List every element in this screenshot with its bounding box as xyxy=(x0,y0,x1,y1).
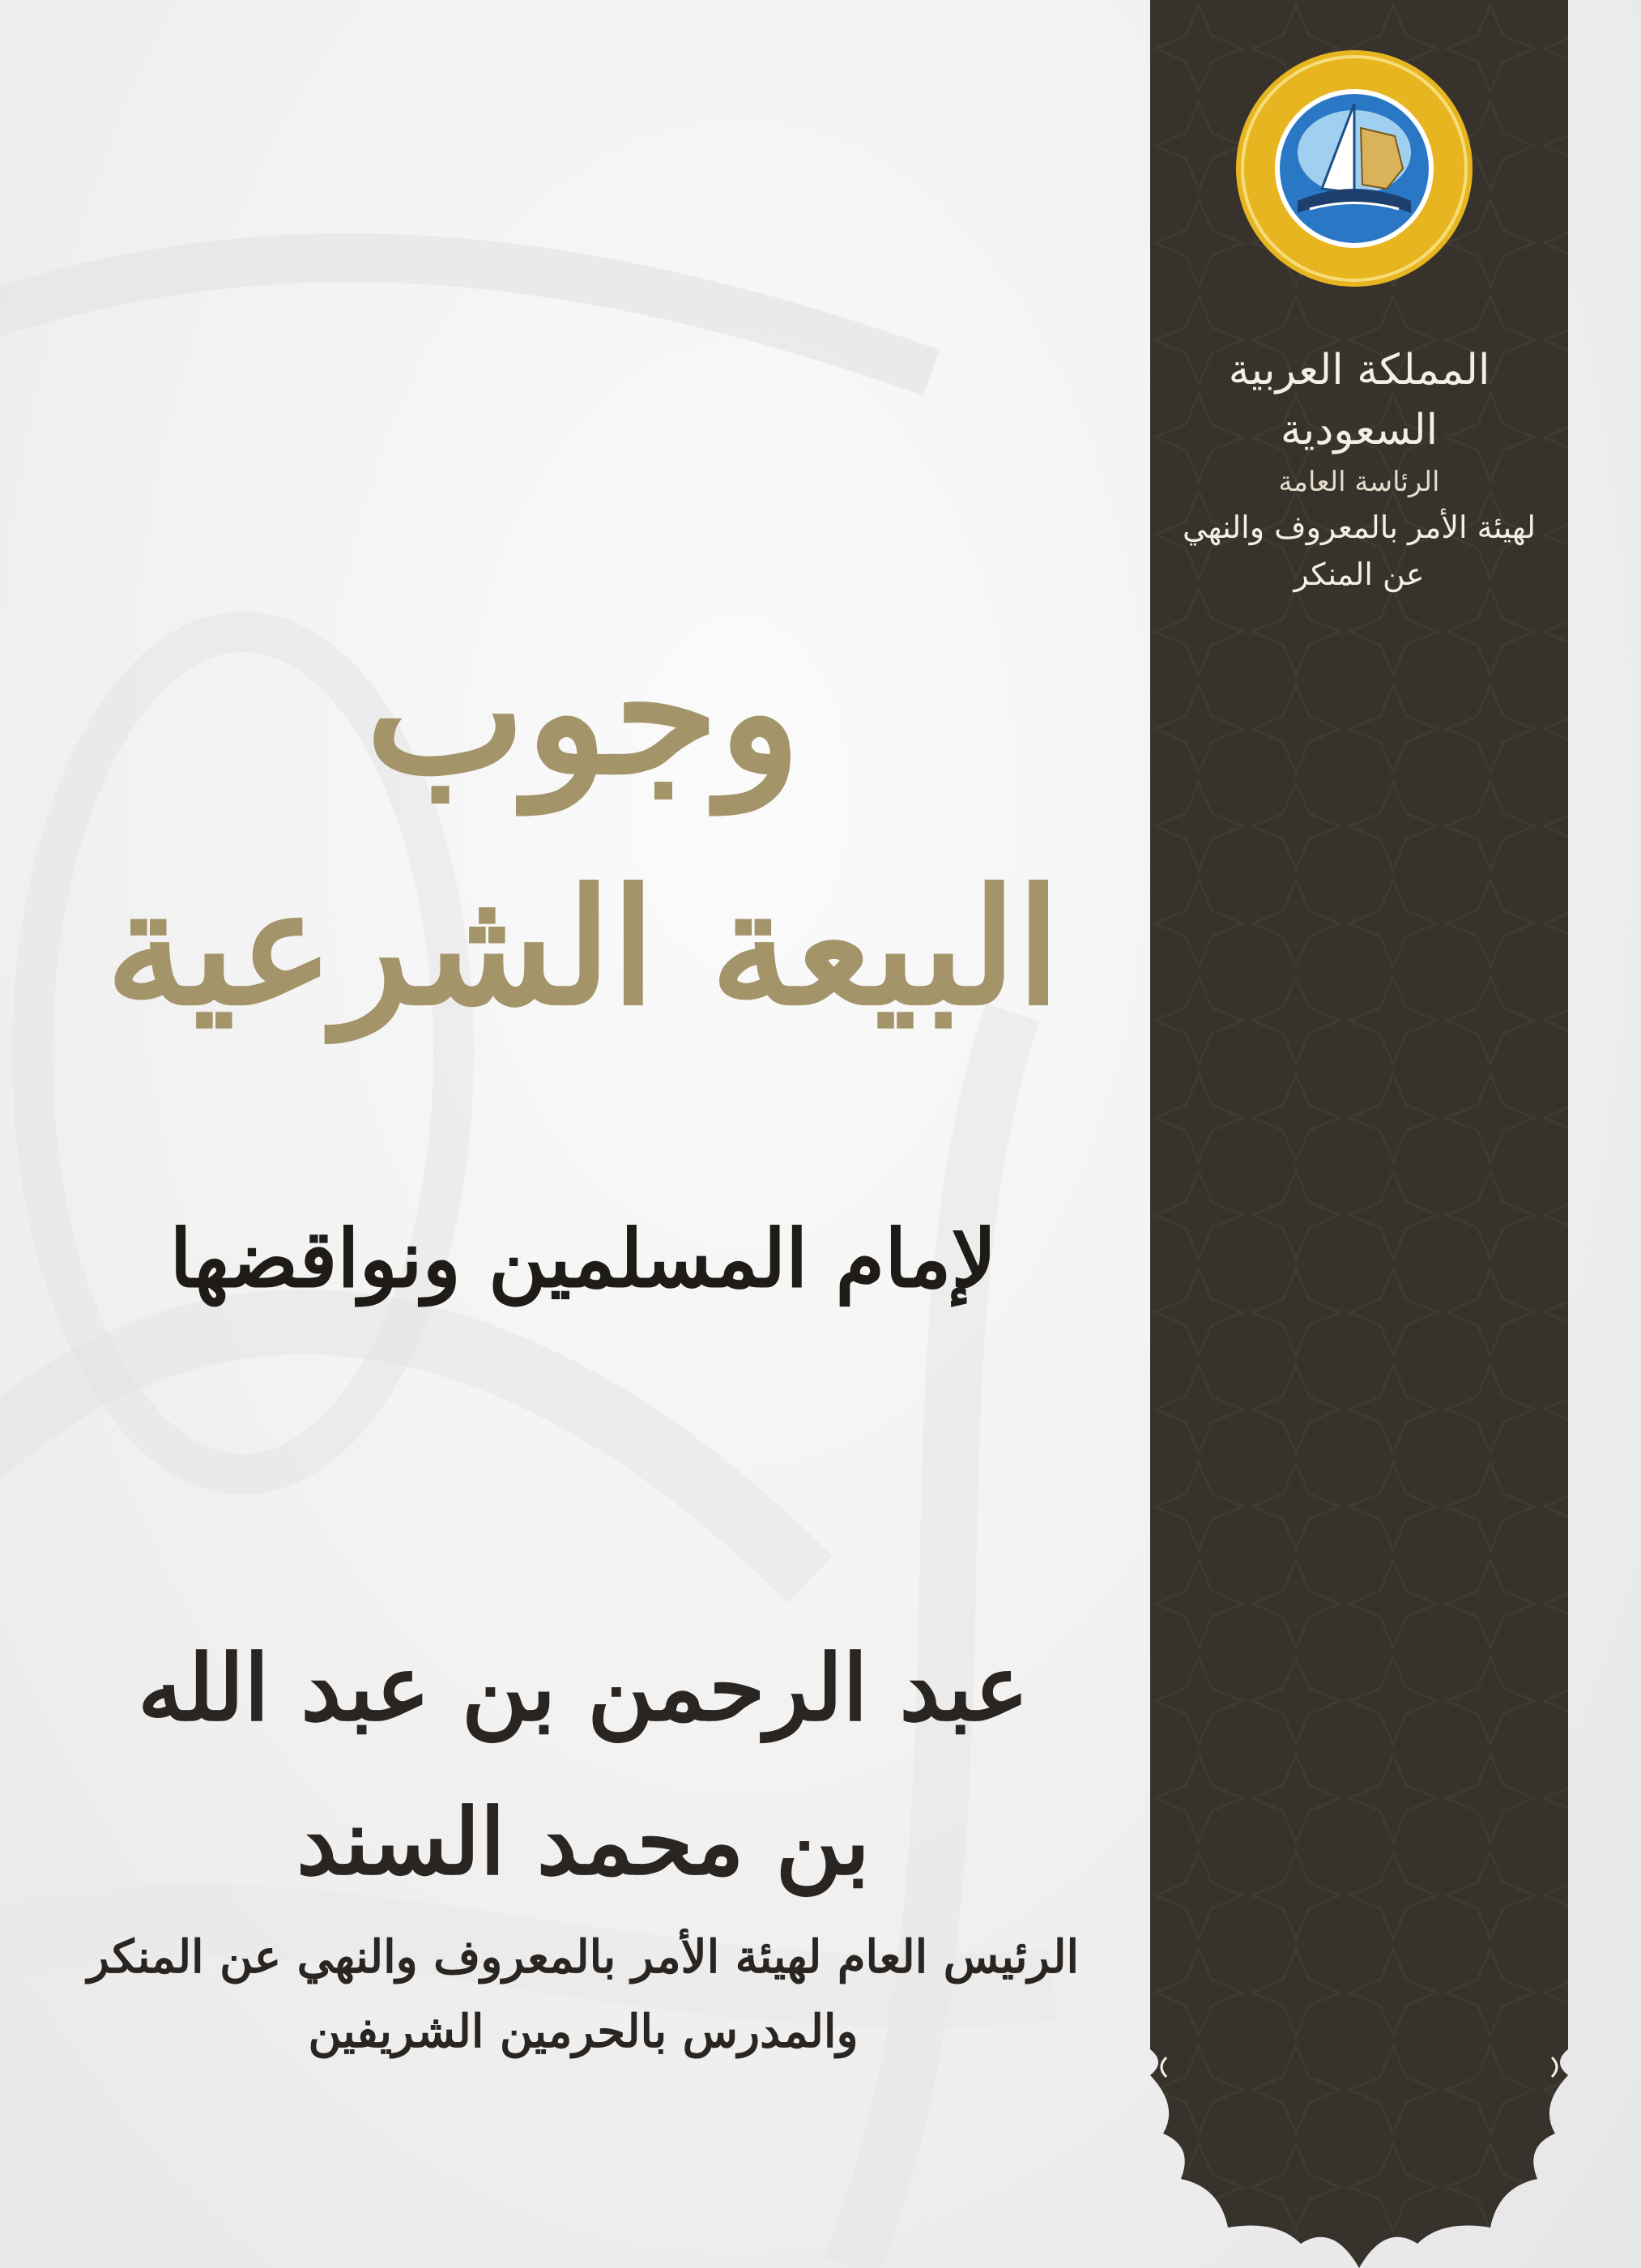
organization-commission: لهيئة الأمر بالمعروف والنهي عن المنكر xyxy=(1182,509,1537,592)
author-name: عبد الرحمن بن عبد الله بن محمد السند xyxy=(138,1635,1029,1895)
book-title xyxy=(97,599,1069,1069)
title-line-2: البيعة الشرعية xyxy=(105,855,1061,1041)
title-line-1: وجوب xyxy=(365,612,801,812)
organization-block xyxy=(1166,340,1552,598)
book-subtitle: لإمام المسلمين ونواقضها xyxy=(169,1213,997,1306)
commission-emblem-icon xyxy=(1233,47,1476,290)
organization-presidency: الرئاسة العامة xyxy=(1278,466,1440,498)
author-role-line-1: الرئيس العام لهيئة الأمر بالمعروف والنهي عن المنكر xyxy=(87,1930,1080,1984)
author-block xyxy=(81,1612,1085,2069)
organization-country: المملكة العربية السعودية xyxy=(1228,346,1490,454)
author-role-line-2: والمدرس بالحرمين الشريفين xyxy=(308,2005,859,2058)
